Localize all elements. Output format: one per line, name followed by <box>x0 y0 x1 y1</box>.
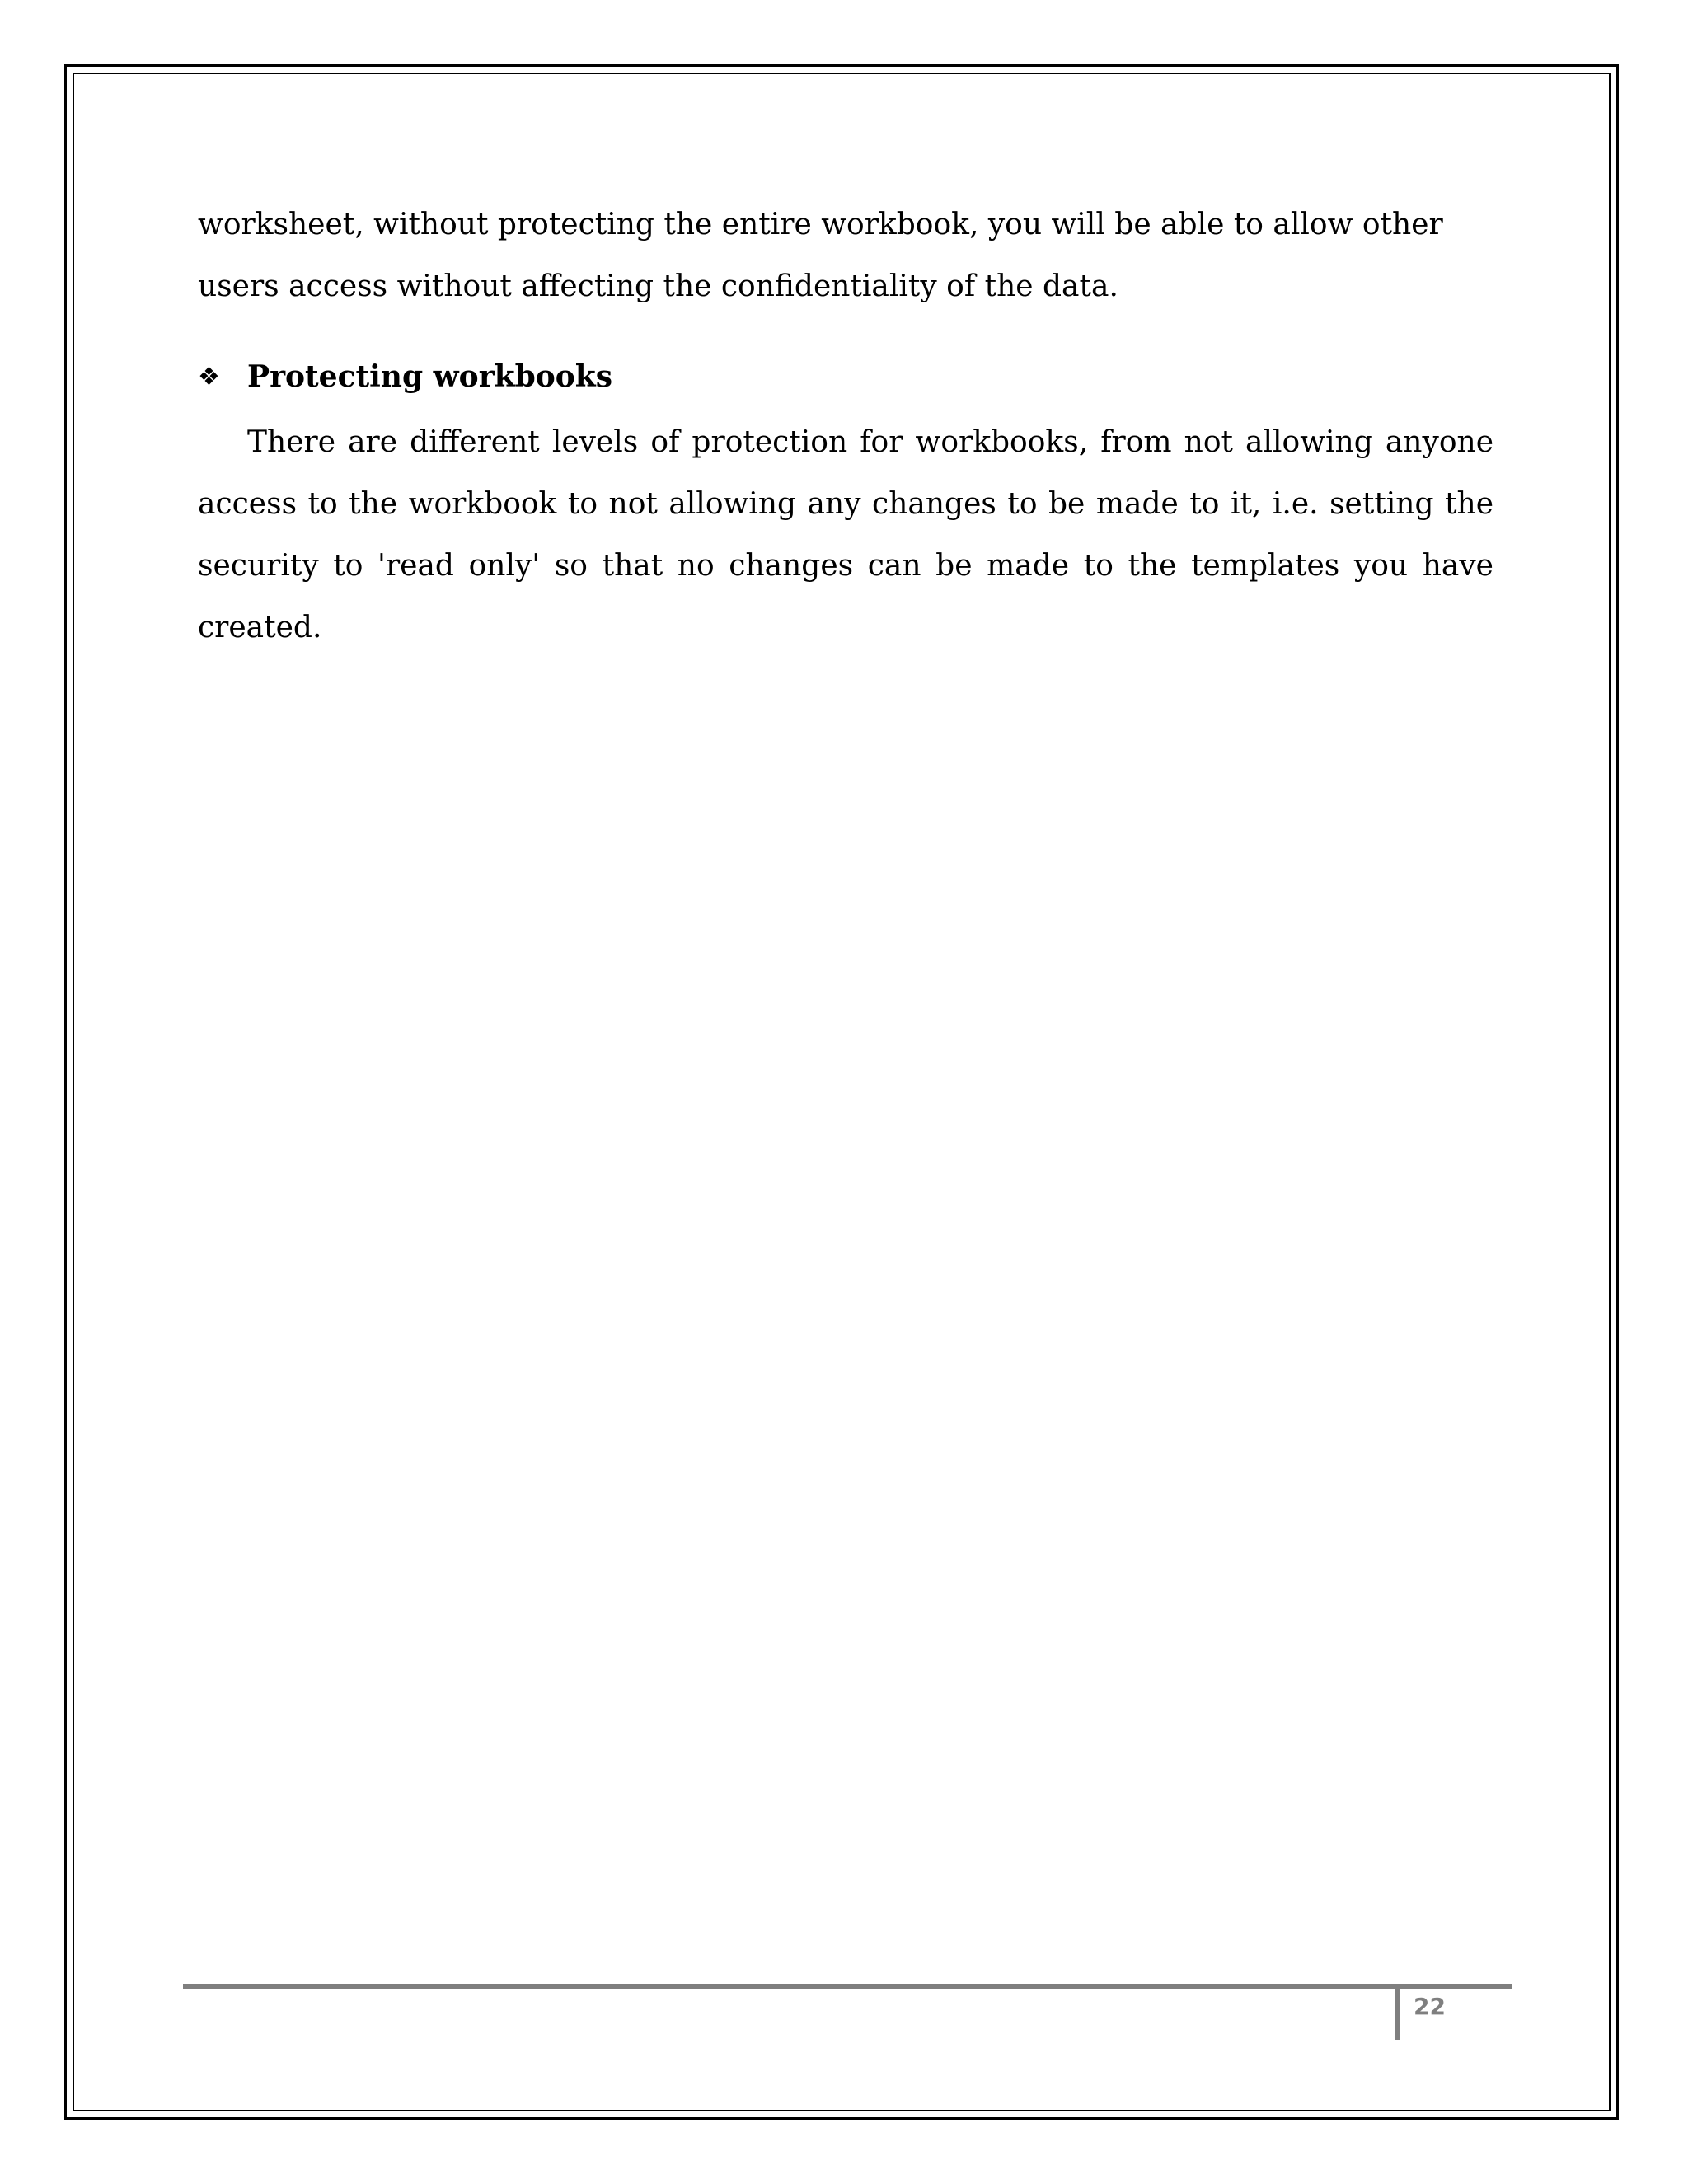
continued-paragraph: worksheet, without protecting the entire workbook, you will be able to allow other users access without affecting the confidentiality of the data. <box>198 208 1443 303</box>
document-body <box>198 194 1493 688</box>
page-number: 22 <box>1414 1993 1446 2020</box>
footer-divider-tick <box>1395 1984 1400 2040</box>
section-paragraph: There are different levels of protection for workbooks, from not allowing anyone access to the workbook to not allowing any changes to be made to it, i.e. setting the security to 'read only' so that no changes can be made to the templates you have created. <box>198 425 1493 644</box>
footer-rule <box>183 1984 1512 1989</box>
section-heading-text: Protecting workbooks <box>247 359 613 394</box>
section-heading <box>198 350 1493 403</box>
diamond-bullet-icon: ❖ <box>198 362 220 391</box>
